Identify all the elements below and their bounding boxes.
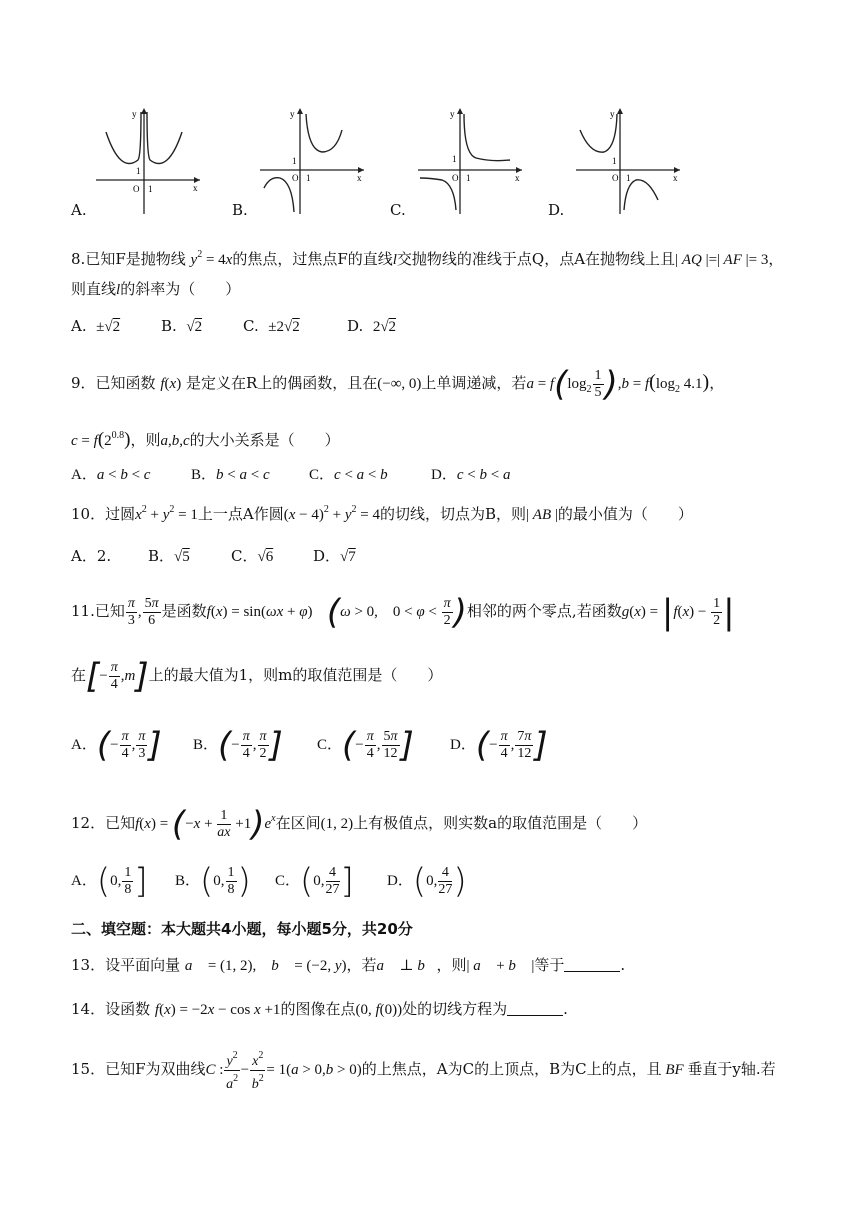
q11-formula-gx: g(x) = |f(x) − $\frac{1}{2}$ | [621, 592, 735, 633]
question-10-stem [71, 500, 693, 525]
q10-text-4: 的最小值为（ ） [557, 505, 693, 523]
q11-text-5: 上的最大值为1，则m的取值范围是（ ） [148, 666, 443, 684]
graph-a-axis-x: x [193, 183, 198, 193]
graph-c-axis-y: y [450, 109, 455, 119]
q8-text-1: 已知F是抛物线 [85, 250, 186, 268]
q8-line-l: l [392, 252, 397, 268]
question-11-stem-line2 [71, 651, 442, 699]
graph-b-axis-y: y [290, 109, 295, 119]
q12-number: 12． [71, 814, 106, 832]
graph-c-origin: O [452, 173, 459, 183]
graph-a-origin: O [133, 184, 140, 194]
q11-formula-zeros: $\frac{\pi}{3}$ , $\frac{5\pi}{6}$ [127, 596, 159, 629]
graph-a-axis-y: y [132, 109, 137, 119]
q8-option-c-label: C. [243, 317, 259, 335]
q11-option-d[interactable]: D．(− $\frac{\pi}{4}$ , $\frac{7\pi}{12}$ ] [450, 725, 548, 766]
question-12-stem [71, 795, 647, 843]
q9-option-d[interactable]: D．c < b < a [431, 467, 511, 483]
q9-text-5: 的大小关系是（ ） [189, 431, 340, 449]
q10-option-c[interactable]: C．√6 [231, 547, 274, 565]
q13-text-2: ，若 [346, 956, 377, 974]
q8-line-l-2: l [116, 282, 121, 298]
question-11-stem [71, 587, 735, 635]
q10-text-1: 过圆 [105, 505, 136, 523]
q12-option-c[interactable]: C．(0, $\frac{4}{27}$ ] [275, 861, 354, 902]
q9-formula-a: $a = f(\log_2$ $\frac{1}{5}$ )$,b = f(\log_2$ 4.1) [526, 364, 710, 405]
question-10-options [71, 546, 356, 567]
question-9-stem-line2 [71, 426, 340, 451]
q15-number: 15． [71, 1060, 106, 1078]
q11-formula-interval: [− $\frac{\pi}{4}$ ,m] [86, 656, 149, 697]
question-8-options [71, 316, 396, 337]
q14-text-3: 处的切线方程为 [402, 1000, 508, 1018]
q8-formula-aq-af: | AQ |=| AF |= 3 [675, 252, 769, 268]
q10-option-d[interactable]: D．√7 [313, 547, 356, 565]
q9-formula-fx: f(x) [160, 376, 182, 392]
q13-text-4: 等于 [534, 956, 565, 974]
q9-option-b[interactable]: B．b < a < c [191, 467, 270, 483]
q13-formula-vectors: a⃗ = (1, 2), b⃗ = (−2, y) [184, 958, 347, 974]
graph-b-one-y: 1 [292, 156, 297, 166]
graph-a-one-x: 1 [148, 184, 153, 194]
q10-text-2: 上一点A作圆 [197, 505, 284, 523]
q10-option-b-label: B． [148, 547, 175, 565]
q9-formula-abc: a,b,c [160, 433, 190, 449]
q8-option-a-label: A. [71, 317, 87, 335]
q9-option-c[interactable]: C．c < a < b [309, 467, 388, 483]
q12-option-d[interactable]: D．(0, $\frac{4}{27}$ ) [387, 861, 467, 902]
question-15-stem [71, 1045, 776, 1093]
q10-option-a[interactable] [71, 546, 148, 566]
question-9-options [71, 464, 510, 485]
graph-d-axis-x: x [673, 173, 678, 183]
q8-option-c[interactable]: C. ±2√2 [243, 317, 300, 335]
question-9-stem: 9．已知函数 f(x) 是定义在R上的偶函数，且在(−∞, 0)上单调递减，若$a = f(\log_2$ $\frac{1}{5}$ )$,b = f(\log_2$ 4.1)， [71, 364, 725, 405]
q10-option-b[interactable]: B．√5 [148, 547, 190, 565]
q15-formula-bf: BF [661, 1062, 688, 1078]
q12-option-b[interactable]: B．(0, $\frac{1}{8}$ ) [175, 861, 251, 902]
q13-number: 13． [71, 956, 106, 974]
q11-option-b[interactable]: B．(− $\frac{\pi}{4}$ , $\frac{\pi}{2}$ ] [193, 725, 283, 766]
q14-text-2: 的图像在点 [280, 1000, 356, 1018]
graph-c-label[interactable]: C. [390, 201, 406, 219]
q9-option-a[interactable]: A．a < b < c [71, 467, 151, 483]
graph-b-origin: O [292, 173, 299, 183]
q9-formula-c: $c = f(2^{0.8})$ [71, 429, 131, 450]
question-12-options [71, 856, 467, 904]
q15-text-1: 已知F为双曲线 [105, 1060, 206, 1078]
q14-number: 14． [71, 1000, 106, 1018]
q9-number: 9． [71, 374, 96, 392]
q12-text-2: 在区间 [275, 814, 321, 832]
graph-a-figure [92, 104, 204, 216]
q13-text-1: 设平面向量 [105, 956, 181, 974]
q13-formula-perp: a⃗ ⊥ b⃗ [376, 958, 437, 974]
q8-text-4: 则直线 [71, 280, 117, 298]
q14-formula-point: (0, f(0)) [355, 1002, 403, 1018]
graph-b-one-x: 1 [306, 173, 311, 183]
section-2-heading: 二、填空题：本大题共4小题，每小题5分，共20分 [71, 920, 413, 938]
q11-text-2: 是函数 [161, 602, 207, 620]
question-13-stem [71, 955, 625, 976]
q13-formula-sum: | a⃗ + b⃗ | [466, 958, 535, 974]
graph-c-axis-x: x [515, 173, 520, 183]
question-8-stem: 8.已知F是抛物线 $y^2 = 4x$的焦点，过焦点F的直线l交抛物线的准线于点Q，点A在抛物线上且| AQ |=| AF |= 3， [71, 249, 784, 268]
q10-formula-ab: | AB | [526, 507, 558, 523]
q15-text-2: 的上焦点，A为C的上顶点，B为C上的点，且 [361, 1060, 662, 1078]
graph-d-one-x: 1 [626, 173, 631, 183]
q11-option-c[interactable]: C．(− $\frac{\pi}{4}$ , $\frac{5\pi}{12}$ ] [317, 725, 414, 766]
q12-text-1: 已知 [105, 814, 136, 832]
graph-c-figure [414, 104, 526, 216]
q11-text-1: 已知 [94, 602, 125, 620]
graph-d-one-y: 1 [612, 156, 617, 166]
graph-options-row [0, 100, 860, 225]
q9-text-3: 上单调递减，若 [421, 374, 527, 392]
q14-answer-blank[interactable] [507, 1001, 563, 1016]
q10-formula-circle1: $x^2 + y^2 = 1$ [135, 504, 198, 523]
q15-formula-hyperbola: C : $\frac{y^2}{a^2}$ − $\frac{x^2}{b^2}$ = 1(a > 0,b > 0) [205, 1050, 362, 1093]
graph-d-figure [572, 104, 684, 216]
graph-d-origin: O [612, 173, 619, 183]
q8-option-b-label: B. [161, 317, 177, 335]
q11-text-4: 在 [71, 666, 87, 684]
q8-text-2: 的焦点，过焦点F的直线 [232, 250, 393, 268]
q13-answer-blank[interactable] [564, 957, 620, 972]
graph-a-label[interactable]: A. [71, 201, 87, 219]
q8-option-a[interactable]: A. ±√2 [71, 317, 121, 335]
q9-text-2: 是定义在R上的偶函数，且在 [185, 374, 378, 392]
q11-formula-fx: f(x) = sin(ωx + φ) [206, 604, 313, 620]
q8-option-d[interactable]: D. 2√2 [347, 317, 397, 335]
q11-number: 11. [71, 602, 95, 620]
q8-option-b[interactable]: B. √2 [161, 317, 203, 335]
q14-end: . [563, 1000, 568, 1018]
q12-option-a[interactable]: A．(0, $\frac{1}{8}$ ] [71, 861, 148, 902]
graph-c-one-x: 1 [466, 173, 471, 183]
graph-b-axis-x: x [357, 173, 362, 183]
q11-option-a[interactable]: A．(− $\frac{\pi}{4}$ , $\frac{\pi}{3}$ ] [71, 725, 162, 766]
q15-text-3: 垂直于y轴.若 [687, 1060, 776, 1078]
graph-d-axis-y: y [610, 109, 615, 119]
q8-text-3: 交抛物线的准线于点Q，点A在抛物线上且 [396, 250, 676, 268]
q10-option-a-label: A．2. [71, 547, 112, 565]
graph-a-one-y: 1 [136, 166, 141, 176]
graph-c-one-y: 1 [452, 154, 457, 164]
q10-formula-circle2: $(x - 4)^2 + y^2 = 4$ [283, 504, 380, 523]
q14-text-1: 设函数 [105, 1000, 151, 1018]
q12-text-3: 上有极值点，则实数a的取值范围是（ ） [353, 814, 648, 832]
q12-formula-interval: (1, 2) [320, 816, 354, 832]
question-8-stem-line2 [71, 279, 240, 300]
q14-formula-fx: f(x) = −2x − cos x +1 [154, 1002, 281, 1018]
graph-d-label[interactable]: D. [548, 201, 565, 219]
q11-formula-conditions: (ω > 0, 0 < φ < $\frac{\pi}{2}$ ) [326, 592, 467, 633]
q9-formula-interval: (−∞, 0) [377, 376, 422, 392]
q10-text-3: 的切线，切点为B，则 [379, 505, 527, 523]
q8-number: 8. [71, 250, 86, 268]
question-14-stem [71, 999, 568, 1020]
graph-b-label[interactable]: B. [232, 201, 248, 219]
q13-text-3: ，则 [436, 956, 467, 974]
q8-formula-parabola: $y^2 = 4x$ [190, 249, 233, 268]
q10-option-d-label: D． [313, 547, 341, 565]
q10-option-c-label: C． [231, 547, 258, 565]
q8-text-5: 的斜率为（ ） [120, 280, 241, 298]
q10-number: 10． [71, 505, 106, 523]
q9-text-1: 已知函数 [95, 374, 156, 392]
q13-end: . [620, 956, 626, 974]
q9-text-4: ，则 [130, 431, 161, 449]
q11-text-3: 相邻的两个零点,若函数 [466, 602, 622, 620]
graph-b-figure [256, 104, 368, 216]
q12-formula-fx: f(x) = (−x + $\frac{1}{ax}$ $+1)e^x$ [135, 804, 276, 845]
question-11-options [71, 720, 548, 768]
q8-option-d-label: D. [347, 317, 364, 335]
